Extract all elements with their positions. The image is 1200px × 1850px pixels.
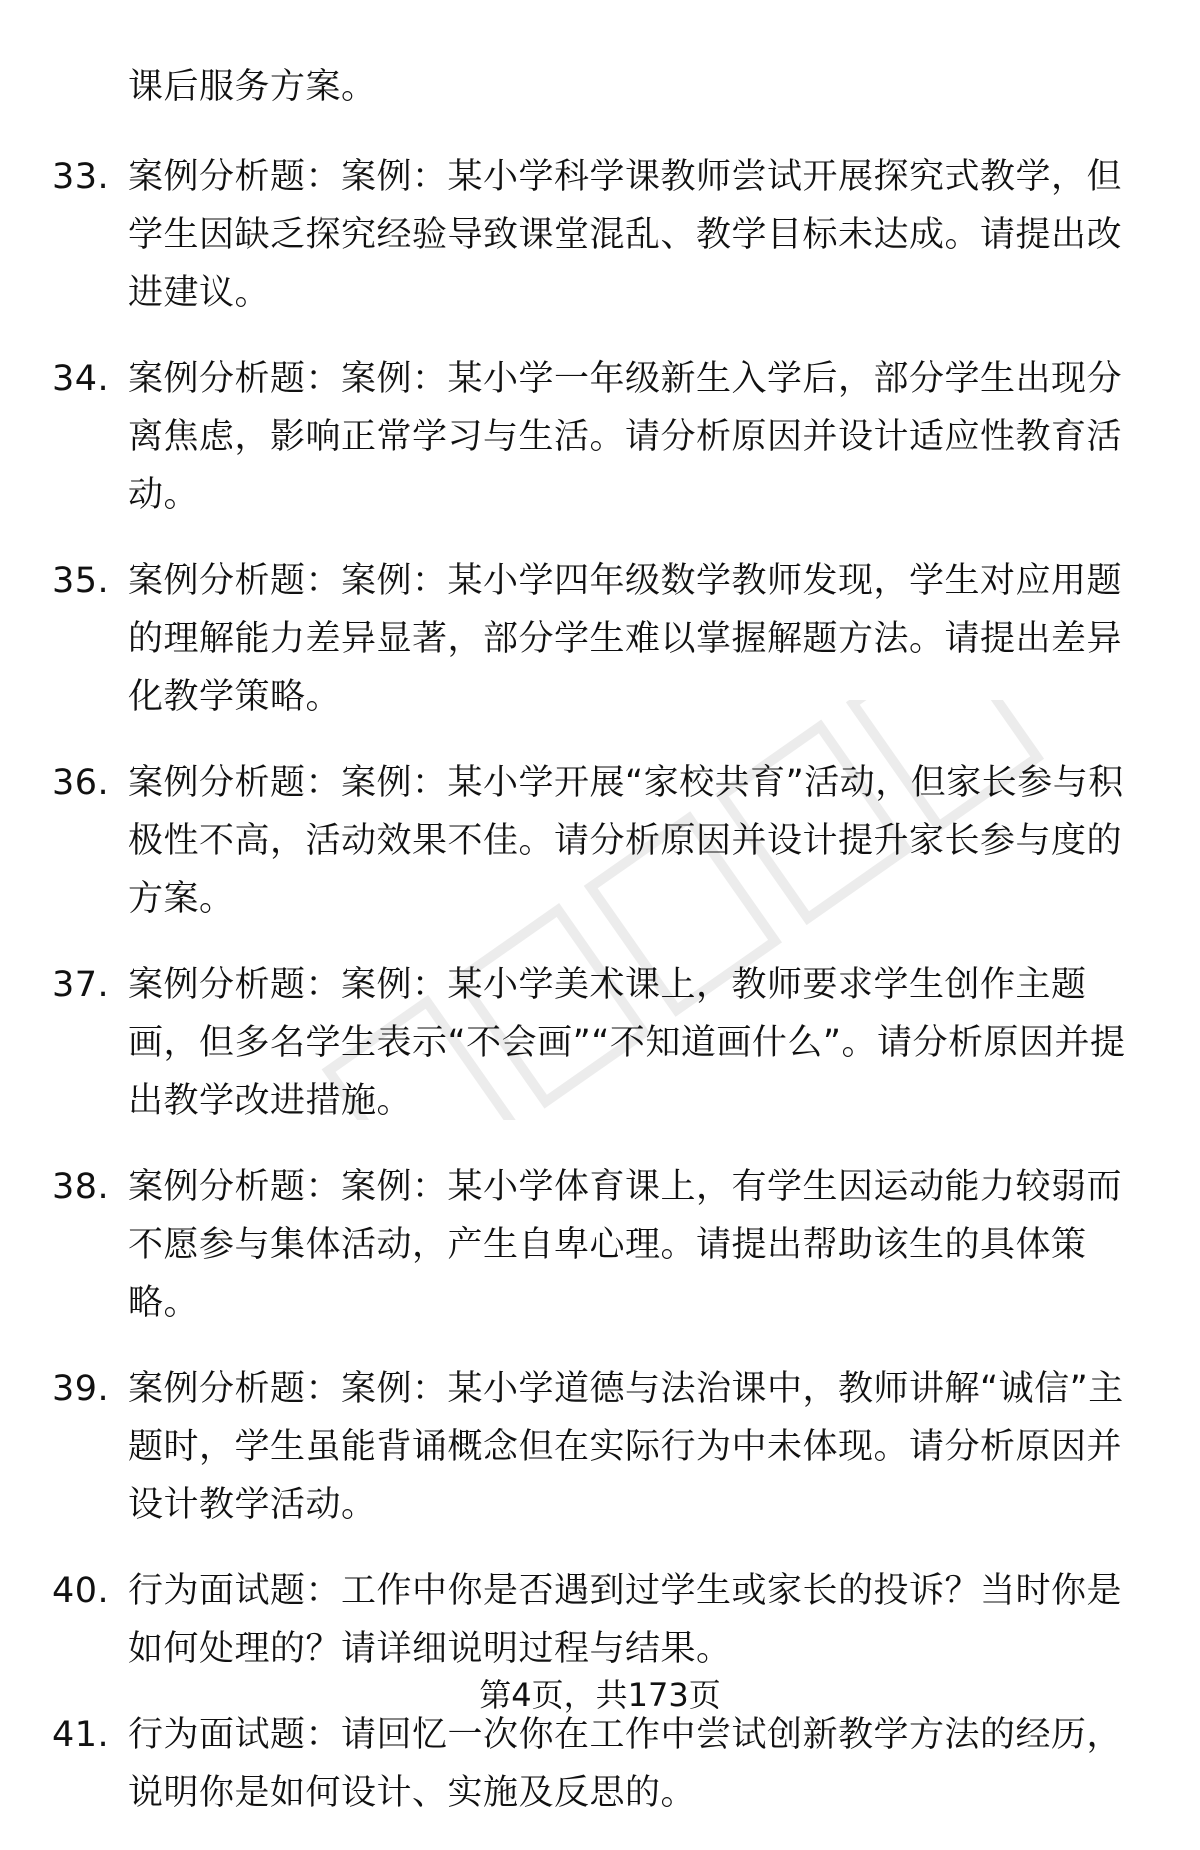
question-number: 37. bbox=[52, 965, 110, 1005]
previous-question-continuation: 课后服务方案。 bbox=[128, 67, 377, 107]
question-item bbox=[0, 1158, 1138, 1332]
question-text: 案例分析题：案例：某小学美术课上，教师要求学生创作主题画，但多名学生表示“不会画”“不知道画什么”。请分析原因并提出教学改进措施。 bbox=[128, 965, 1126, 1121]
question-item bbox=[0, 552, 1138, 726]
question-item bbox=[0, 1706, 1138, 1822]
question-item bbox=[0, 1360, 1138, 1534]
question-number: 36. bbox=[52, 763, 110, 803]
page-number-footer: 第4页，共173页 bbox=[479, 1676, 721, 1714]
question-text: 案例分析题：案例：某小学道德与法治课中，教师讲解“诚信”主题时，学生虽能背诵概念但在实际行为中未体现。请分析原因并设计教学活动。 bbox=[128, 1369, 1124, 1525]
question-text: 案例分析题：案例：某小学体育课上，有学生因运动能力较弱而不愿参与集体活动，产生自卑心理。请提出帮助该生的具体策略。 bbox=[128, 1167, 1123, 1323]
question-text: 案例分析题：案例：某小学科学课教师尝试开展探究式教学，但学生因缺乏探究经验导致课堂混乱、教学目标未达成。请提出改进建议。 bbox=[128, 157, 1123, 313]
question-text: 行为面试题：工作中你是否遇到过学生或家长的投诉？当时你是如何处理的？请详细说明过程与结果。 bbox=[128, 1571, 1123, 1669]
question-number: 34. bbox=[52, 359, 110, 399]
question-number: 41. bbox=[52, 1715, 110, 1755]
question-item bbox=[0, 350, 1138, 524]
question-number: 38. bbox=[52, 1167, 110, 1207]
question-number: 35. bbox=[52, 561, 110, 601]
question-list bbox=[0, 148, 1200, 1850]
question-number: 33. bbox=[52, 157, 110, 197]
question-item bbox=[0, 1562, 1138, 1678]
question-text: 案例分析题：案例：某小学开展“家校共育”活动，但家长参与积极性不高，活动效果不佳。请分析原因并设计提升家长参与度的方案。 bbox=[128, 763, 1124, 919]
question-number: 40. bbox=[52, 1571, 110, 1611]
question-number: 39. bbox=[52, 1369, 110, 1409]
question-text: 行为面试题：请回忆一次你在工作中尝试创新教学方法的经历，说明你是如何设计、实施及反思的。 bbox=[128, 1715, 1123, 1813]
question-item bbox=[0, 956, 1138, 1130]
question-text: 案例分析题：案例：某小学四年级数学教师发现，学生对应用题的理解能力差异显著，部分学生难以掌握解题方法。请提出差异化教学策略。 bbox=[128, 561, 1123, 717]
question-item bbox=[0, 754, 1138, 928]
question-text: 案例分析题：案例：某小学一年级新生入学后，部分学生出现分离焦虑，影响正常学习与生活。请分析原因并设计适应性教育活动。 bbox=[128, 359, 1123, 515]
question-item bbox=[0, 148, 1138, 322]
